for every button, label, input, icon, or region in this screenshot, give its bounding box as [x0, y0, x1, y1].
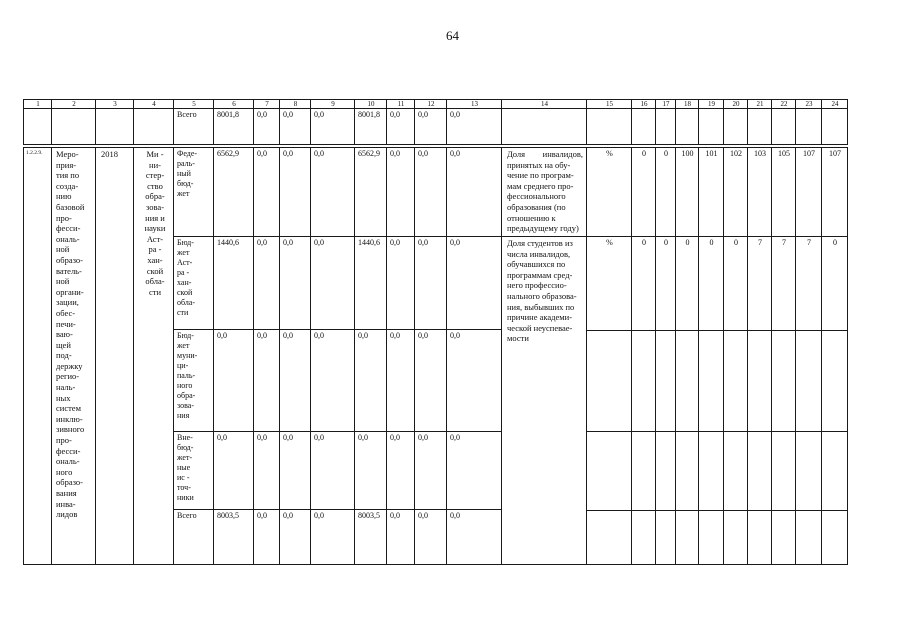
- header-number: 14: [541, 100, 548, 108]
- funding-c11: 0,0: [390, 331, 400, 340]
- funding-c7: 0,0: [257, 433, 267, 442]
- indicator-grid-cell: [655, 510, 676, 565]
- indicator-grid-cell: [655, 431, 676, 511]
- header-number: 20: [732, 100, 740, 108]
- total-top-cell: [133, 108, 174, 145]
- funding-c11: 0,0: [390, 511, 400, 520]
- indicator-grid-cell: [771, 510, 796, 565]
- indicator-grid-cell: [631, 431, 656, 511]
- total-top-cell: [795, 108, 822, 145]
- page-number: 64: [446, 28, 459, 43]
- header-number: 24: [831, 100, 839, 108]
- funding-c9: 0,0: [314, 331, 324, 340]
- indicator-grid-cell: [795, 510, 822, 565]
- indicator-grid-cell: [586, 330, 632, 432]
- funding-source: Вне- бюд- жет- ные ис - точ- ники: [177, 433, 194, 502]
- total-top-cell: [631, 108, 656, 145]
- total-top-cell: [501, 108, 587, 145]
- item-executor: Ми - ни- стер- ство обра- зова- ния и науки Аст- ра - хан- ской обла- сти: [144, 149, 166, 297]
- indicator-grid-cell: [675, 510, 699, 565]
- funding-c6: 0,0: [217, 433, 227, 442]
- header-number: 21: [756, 100, 764, 108]
- indicator-grid-cell: [675, 431, 699, 511]
- header-number: 11: [397, 100, 405, 108]
- funding-source: Всего: [177, 511, 197, 520]
- item-col-1: [23, 147, 52, 565]
- header-number: 19: [708, 100, 715, 108]
- item-code: 1.2.2.9.: [26, 150, 43, 156]
- total-top-c6: 8001,8: [217, 110, 239, 119]
- indicator-value: 100: [681, 149, 694, 158]
- indicator-grid-cell: [795, 330, 822, 432]
- total-top-c9: 0,0: [314, 110, 324, 119]
- indicator-grid-cell: [631, 330, 656, 432]
- header-number: 7: [265, 100, 269, 108]
- indicator-grid-cell: [771, 431, 796, 511]
- funding-c8: 0,0: [283, 238, 293, 247]
- indicator-grid-cell: [747, 236, 772, 331]
- funding-c9: 0,0: [314, 511, 324, 520]
- indicator-grid-cell: [821, 510, 848, 565]
- total-top-label: Всего: [177, 110, 197, 119]
- funding-source: Бюд- жет Аст- ра - хан- ской обла- сти: [177, 238, 196, 317]
- header-number: 8: [293, 100, 298, 108]
- total-top-cell: [51, 108, 96, 145]
- indicator-grid-cell: [723, 236, 748, 331]
- indicator-value: 0: [709, 238, 714, 247]
- total-top-cell: [23, 108, 52, 145]
- indicator-grid-cell: [821, 431, 848, 511]
- total-top-c10: 8001,8: [358, 110, 380, 119]
- indicator-grid-cell: [698, 431, 724, 511]
- indicator-value: 0: [685, 238, 690, 247]
- indicator-grid-cell: [771, 330, 796, 432]
- funding-c9: 0,0: [314, 238, 324, 247]
- funding-c8: 0,0: [283, 331, 293, 340]
- indicator-value: 7: [782, 238, 786, 247]
- indicator-value: 107: [829, 149, 841, 158]
- header-number: 12: [427, 100, 435, 108]
- item-name: Меро- прия- тия по созда- нию базовой про- фесси- ональ- ной образо- ватель- ной органи- зации, обес- печи- ваю- щей под- держку регио- наль- ных систем инклю- зивного про- фесси- ональ- ного образо- вания инва- лидов: [56, 149, 85, 520]
- funding-c13: 0,0: [450, 238, 460, 247]
- header-number: 4: [152, 100, 156, 108]
- total-top-cell: [771, 108, 796, 145]
- funding-c8: 0,0: [283, 433, 293, 442]
- indicator-grid-cell: [723, 330, 748, 432]
- funding-c11: 0,0: [390, 149, 400, 158]
- funding-c10: 0,0: [358, 433, 368, 442]
- funding-c13: 0,0: [450, 149, 460, 158]
- indicator-value: 0: [664, 238, 668, 247]
- indicator-grid-cell: [698, 510, 724, 565]
- indicator-grid-cell: [631, 510, 656, 565]
- funding-c6: 6562,9: [217, 149, 239, 158]
- indicator-value: 7: [807, 238, 811, 247]
- indicator-grid-cell: [747, 510, 772, 565]
- total-top-c7: 0,0: [257, 110, 267, 119]
- funding-c6: 8003,5: [217, 511, 239, 520]
- funding-c13: 0,0: [450, 331, 460, 340]
- header-number: 6: [232, 100, 236, 108]
- indicator-value: 103: [754, 149, 766, 158]
- indicator-value: 101: [705, 149, 718, 158]
- header-number: 22: [780, 100, 788, 108]
- funding-c10: 8003,5: [358, 511, 380, 520]
- indicator-value: 0: [833, 238, 837, 247]
- indicator-value: 107: [803, 149, 815, 158]
- indicator-unit: %: [606, 238, 613, 247]
- header-number: 5: [192, 100, 196, 108]
- indicator-grid-cell: [821, 236, 848, 331]
- total-top-cell: [698, 108, 724, 145]
- total-top-cell: [821, 108, 848, 145]
- total-top-c13: 0,0: [450, 110, 460, 119]
- header-number: 17: [662, 100, 670, 108]
- indicator-value: 102: [730, 149, 742, 158]
- indicator-grid-cell: [586, 236, 632, 331]
- funding-c10: 6562,9: [358, 149, 380, 158]
- funding-c6: 1440,6: [217, 238, 239, 247]
- funding-c11: 0,0: [390, 238, 400, 247]
- total-top-cell: [95, 108, 134, 145]
- total-top-c11: 0,0: [390, 110, 400, 119]
- indicator-grid-cell: [675, 236, 699, 331]
- total-top-cell: [675, 108, 699, 145]
- funding-c12: 0,0: [418, 511, 428, 520]
- indicator-text: Доля инвалидов, принятых на обу- чение по програм- мам среднего про- фессионального образования (по отношению к предыдущему году): [507, 149, 583, 234]
- funding-c12: 0,0: [418, 238, 428, 247]
- indicator-grid-cell: [795, 236, 822, 331]
- header-number: 10: [367, 100, 375, 108]
- funding-c9: 0,0: [314, 433, 324, 442]
- header-number: 2: [72, 100, 76, 108]
- header-number: 23: [805, 100, 813, 108]
- total-top-c8: 0,0: [283, 110, 293, 119]
- indicator-grid-cell: [771, 236, 796, 331]
- indicator-text: Доля студентов из числа инвалидов, обучавшихся по программам сред- него профессио- нального образова- ния, выбывших по причине академи- ческой неуспевае- мости: [507, 238, 577, 344]
- indicator-grid-cell: [631, 236, 656, 331]
- indicator-value: 0: [642, 149, 646, 158]
- header-number: 1: [36, 100, 40, 108]
- header-number: 3: [113, 100, 117, 108]
- indicator-value: 0: [664, 149, 668, 158]
- indicator-grid-cell: [747, 330, 772, 432]
- funding-source: Феде- раль- ный бюд- жет: [177, 149, 198, 198]
- indicator-unit: %: [606, 149, 613, 158]
- funding-c7: 0,0: [257, 331, 267, 340]
- total-top-cell: [747, 108, 772, 145]
- indicator-value: 0: [642, 238, 646, 247]
- indicator-grid-cell: [821, 330, 848, 432]
- funding-source: Бюд- жет муни- ци- паль- ного обра- зова- ния: [177, 331, 198, 420]
- total-top-c12: 0,0: [418, 110, 428, 119]
- header-number: 18: [684, 100, 691, 108]
- indicator-grid-cell: [586, 431, 632, 511]
- total-top-cell: [655, 108, 676, 145]
- indicator-grid-cell: [698, 236, 724, 331]
- funding-c12: 0,0: [418, 433, 428, 442]
- header-number: 16: [640, 100, 648, 108]
- header-number: 15: [606, 100, 613, 108]
- indicator-grid-cell: [655, 330, 676, 432]
- indicator-grid-cell: [698, 330, 724, 432]
- funding-c8: 0,0: [283, 511, 293, 520]
- funding-c10: 1440,6: [358, 238, 380, 247]
- funding-c7: 0,0: [257, 149, 267, 158]
- indicator-grid-cell: [586, 510, 632, 565]
- funding-c7: 0,0: [257, 511, 267, 520]
- funding-c7: 0,0: [257, 238, 267, 247]
- funding-c9: 0,0: [314, 149, 324, 158]
- indicator-grid-cell: [655, 236, 676, 331]
- indicator-value: 105: [778, 149, 790, 158]
- header-number: 9: [331, 100, 335, 108]
- item-col-3: [95, 147, 134, 565]
- indicator-grid-cell: [747, 431, 772, 511]
- header-number: 13: [471, 100, 478, 108]
- indicator-grid-cell: [723, 510, 748, 565]
- funding-c8: 0,0: [283, 149, 293, 158]
- funding-c10: 0,0: [358, 331, 368, 340]
- funding-c13: 0,0: [450, 433, 460, 442]
- item-year: 2018: [101, 149, 118, 159]
- indicator-grid-cell: [723, 431, 748, 511]
- indicator-grid-cell: [795, 431, 822, 511]
- total-top-cell: [586, 108, 632, 145]
- total-top-cell: [723, 108, 748, 145]
- funding-c13: 0,0: [450, 511, 460, 520]
- funding-c12: 0,0: [418, 331, 428, 340]
- indicator-value: 7: [758, 238, 762, 247]
- funding-c11: 0,0: [390, 433, 400, 442]
- funding-c12: 0,0: [418, 149, 428, 158]
- funding-c6: 0,0: [217, 331, 227, 340]
- indicator-grid-cell: [675, 330, 699, 432]
- indicator-value: 0: [734, 238, 738, 247]
